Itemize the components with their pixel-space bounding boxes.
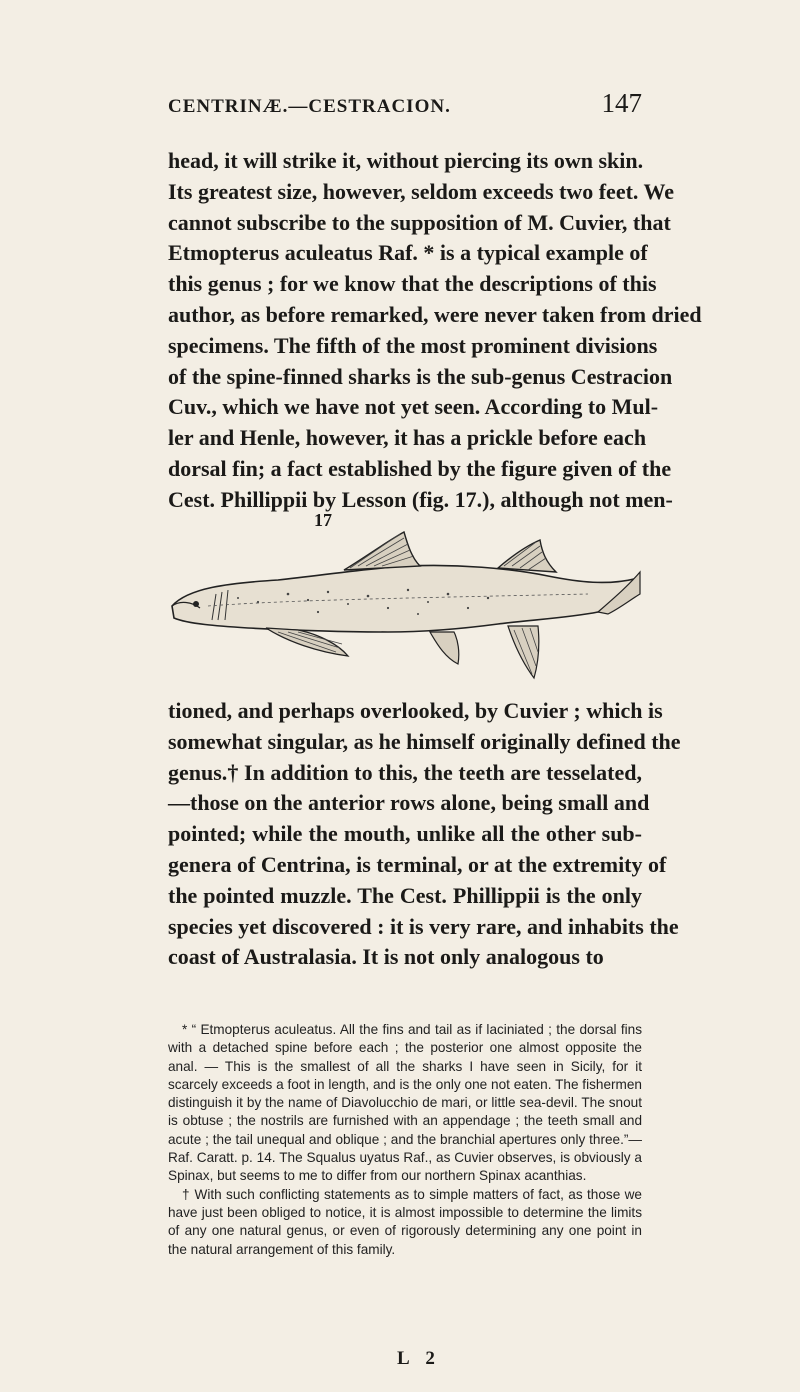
running-title: CENTRINÆ.—CESTRACION. bbox=[168, 96, 451, 117]
text-line: Etmopterus aculeatus Raf. * is a typical example of bbox=[168, 240, 648, 266]
page-header bbox=[168, 88, 642, 119]
text-line: the pointed muzzle. The Cest. Phillippii is the only bbox=[168, 882, 642, 908]
text-line: author, as before remarked, were never taken from dried bbox=[168, 301, 702, 327]
text-line: species yet discovered : it is very rare, and inhabits the bbox=[168, 913, 679, 939]
text-line: ler and Henle, however, it has a prickle before each bbox=[168, 425, 647, 451]
text-line: Cuv., which we have not yet seen. According to Mul- bbox=[168, 394, 659, 420]
paragraph-2 bbox=[168, 696, 681, 973]
text-line: this genus ; for we know that the descriptions of this bbox=[168, 271, 657, 297]
text-line: cannot subscribe to the supposition of M. Cuvier, that bbox=[168, 209, 671, 235]
text-line: of the spine-finned sharks is the sub-genus Cestracion bbox=[168, 363, 673, 389]
text-line: pointed; while the mouth, unlike all the other sub- bbox=[168, 821, 642, 847]
text-line: Its greatest size, however, seldom exceeds two feet. We bbox=[168, 178, 675, 204]
signature-mark: L 2 bbox=[397, 1348, 441, 1369]
shark-illustration bbox=[168, 528, 642, 698]
text-line: tioned, and perhaps overlooked, by Cuvier ; which is bbox=[168, 698, 663, 723]
text-line: —those on the anterior rows alone, being small and bbox=[168, 790, 650, 816]
text-line: specimens. The fifth of the most prominent divisions bbox=[168, 332, 658, 358]
page-number: 147 bbox=[601, 88, 642, 118]
text-line: dorsal fin; a fact established by the figure given of the bbox=[168, 455, 672, 481]
paragraph-1 bbox=[168, 146, 702, 516]
figure-number: 17 bbox=[314, 510, 332, 530]
footnote-2: † With such conflicting statements as to simple matters of fact, as those we have just been obliged to notice, it is almost impossible to determine the limits of any one natural genus, or even of rigorously determining any one point in the natural arrangement of this family. bbox=[168, 1186, 642, 1257]
text-line: coast of Australasia. It is not only analogous to bbox=[168, 944, 604, 970]
text-line: genus.† In addition to this, the teeth are tesselated, bbox=[168, 759, 642, 785]
text-line: Cest. Phillippii by Lesson (fig. 17.), although not men- bbox=[168, 486, 673, 512]
footnotes bbox=[168, 1021, 642, 1259]
footnote-1: * “ Etmopterus aculeatus. All the fins and tail as if laciniated ; the dorsal fins with a detached spine before each ; the posterior one almost opposite the anal. — This is the smallest of all the sharks I have seen in Sicily, for it scarcely exceeds a foot in length, and is the only one not eaten. The fishermen distinguish it by the name of Diavolucchio de mari, or little sea-devil. The snout is obtuse ; the nostrils are furnished with an appendage ; the teeth small and acute ; the tail unequal and oblique ; and the branchial apertures only three.”—Raf. Caratt. p. 14. The Squalus uyatus Raf., as Cuvier observes, is obviously a Spinax, but seems to me to differ from our northern Spinax acanthias. bbox=[168, 1022, 642, 1184]
text-line: genera of Centrina, is terminal, or at the extremity of bbox=[168, 851, 667, 877]
text-line: head, it will strike it, without piercing its own skin. bbox=[168, 148, 644, 173]
text-line: somewhat singular, as he himself originally defined the bbox=[168, 728, 681, 754]
